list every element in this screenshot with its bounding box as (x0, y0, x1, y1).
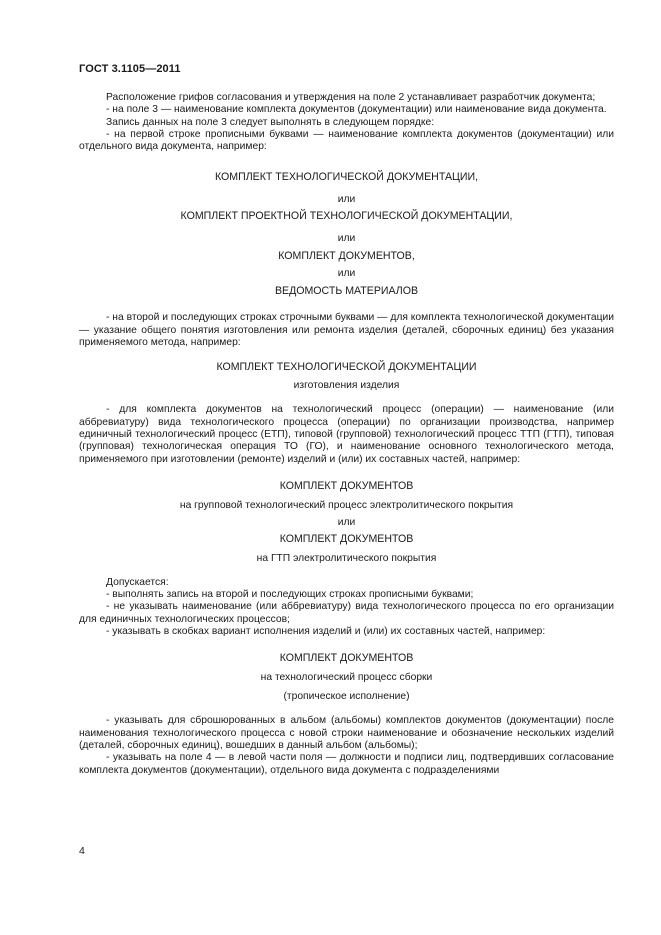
document-body (79, 92, 614, 777)
document-code: ГОСТ 3.1105—2011 (79, 63, 181, 75)
paragraph: - на поле 3 — наименование комплекта документов (документации) или наименование вида документа. (106, 104, 607, 116)
example-or: или (337, 268, 356, 280)
paragraph: - выполнять запись на второй и последующих строках прописными буквами; (106, 589, 474, 601)
page-number: 4 (79, 845, 85, 857)
example-heading: КОМПЛЕКТ ДОКУМЕНТОВ (279, 532, 414, 545)
example-heading: КОМПЛЕКТ ДОКУМЕНТОВ, (278, 250, 415, 263)
example-heading: ВЕДОМОСТЬ МАТЕРИАЛОВ (274, 285, 419, 298)
example-subline: (тропическое исполнение) (283, 691, 410, 703)
example-or: или (337, 516, 356, 528)
paragraph: - указывать для сброшюрованных в альбом (альбомы) комплектов документов (документации) после наименования технологического процесса с новой строки наименование и обозначение нескольких изделий (деталей, сборочных единиц), вошедших в данный альбом (альбомы); (79, 715, 614, 751)
paragraph: Допускается: (106, 576, 169, 588)
example-heading: КОМПЛЕКТ ТЕХНОЛОГИЧЕСКОЙ ДОКУМЕНТАЦИИ, (214, 171, 479, 184)
paragraph: - для комплекта документов на технологический процесс (операции) — наименование (или аббревиатуру) вида технологического процесса (операции) по организации производства, например единичный технологический процесс (ЕТП), типовой (групповой) технологический процесс ТТП (ГТП), типовая (групповая) технологическая операция ТО (ГО), и наименование основного технологического метода, применяемого при изготовлении (ремонте) изделий и (или) их составных частей, например: (79, 404, 614, 465)
paragraph: Запись данных на поле 3 следует выполнять в следующем порядке: (106, 116, 435, 128)
example-subline: на ГТП электролитического покрытия (256, 552, 437, 564)
example-heading: КОМПЛЕКТ ПРОЕКТНОЙ ТЕХНОЛОГИЧЕСКОЙ ДОКУМЕНТАЦИИ, (180, 210, 513, 223)
paragraph: Расположение грифов согласования и утверждения на поле 2 устанавливает разработчик документа; (106, 92, 596, 103)
example-or: или (337, 194, 356, 206)
example-heading: КОМПЛЕКТ ДОКУМЕНТОВ (279, 652, 414, 665)
example-heading: КОМПЛЕКТ ТЕХНОЛОГИЧЕСКОЙ ДОКУМЕНТАЦИИ (216, 361, 477, 374)
example-or: или (337, 233, 356, 245)
paragraph: - указывать в скобках вариант исполнения изделий и (или) их составных частей, например: (106, 626, 546, 638)
paragraph: - на второй и последующих строках строчными буквами — для комплекта технологической документации — указание общего понятия изготовления или ремонта изделия (деталей, сборочных единиц) без указания применяемого метода, например: (79, 312, 614, 349)
paragraph: - на первой строке прописными буквами — наименование комплекта документов (документации) или отдельного вида документа, например: (79, 128, 614, 153)
paragraph: - указывать на поле 4 — в левой части поля — должности и подписи лиц, подтвердивших согласование комплекта документов (документации), отдельного вида документа с подразделениями (79, 752, 614, 776)
example-subline: изготовления изделия (293, 380, 400, 392)
paragraph: - не указывать наименование (или аббревиатуру) вида технологического процесса по его организации для единичных технологических процессов; (79, 601, 614, 625)
example-heading: КОМПЛЕКТ ДОКУМЕНТОВ (279, 479, 414, 492)
example-subline: на групповой технологический процесс электролитического покрытия (179, 499, 514, 511)
example-subline: на технологический процесс сборки (260, 672, 433, 684)
